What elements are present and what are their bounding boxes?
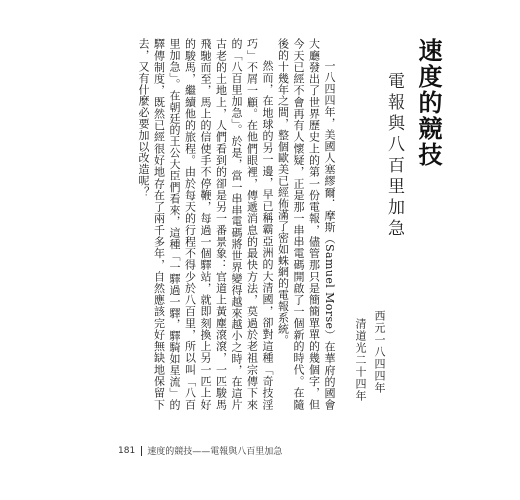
page-footer — [118, 444, 282, 457]
date-chinese: 清道光二十四年 — [354, 318, 367, 402]
body-text — [120, 38, 337, 410]
chapter-subtitle: 電報與八百里加急 — [384, 72, 404, 240]
paragraph-1: 一八四四年，美國人塞繆爾．摩斯（Samuel Morse）在華府的國會大廳發出了世界歷史上的第一份電報，儘管那只是簡簡單單的幾個字，但今天已經不會再有人懷疑，正是那一串串電碼開啟了一個新的時代。在隨後的十幾年之間，整個歐美已經佈滿了密如蛛網的電報系統。 — [276, 38, 336, 410]
running-title: 速度的競技——電報與八百里加急 — [147, 447, 283, 457]
date-western: 西元一八四四年 — [373, 310, 386, 394]
paragraph-2: 然而，在地球的另一邊，早已稱霸亞洲的大清國，卻對這種「奇技淫巧」不屑一顧。在他們眼裡，傳遞消息的最快方法，莫過於老祖宗傳下來的「八百里加急」。於是，當一串串電碼將世界變得越來越小之時，在這片古老的土地上，人們看到的卻是另一番景象：官道上黃塵滾滾，一匹駿馬飛馳而至，馬上的信使手不停鞭，每過一個驛站，就即刻換上另一匹上好的駿馬，繼續他的旅程。由於每天的行程不得少於八百里，所以叫「八百里加急」。在朝廷的王公大臣們看來，這種「一驛過一驛，驛騎如星流」的驛傳制度，既然已經很好地存在了兩千多年，自然應該完好無缺地保留下去，又有什麼必要加以改造呢？ — [137, 38, 274, 410]
page-number: 181 — [118, 445, 136, 456]
chapter-title: 速度的競技 — [414, 38, 442, 168]
footer-divider — [141, 446, 142, 456]
